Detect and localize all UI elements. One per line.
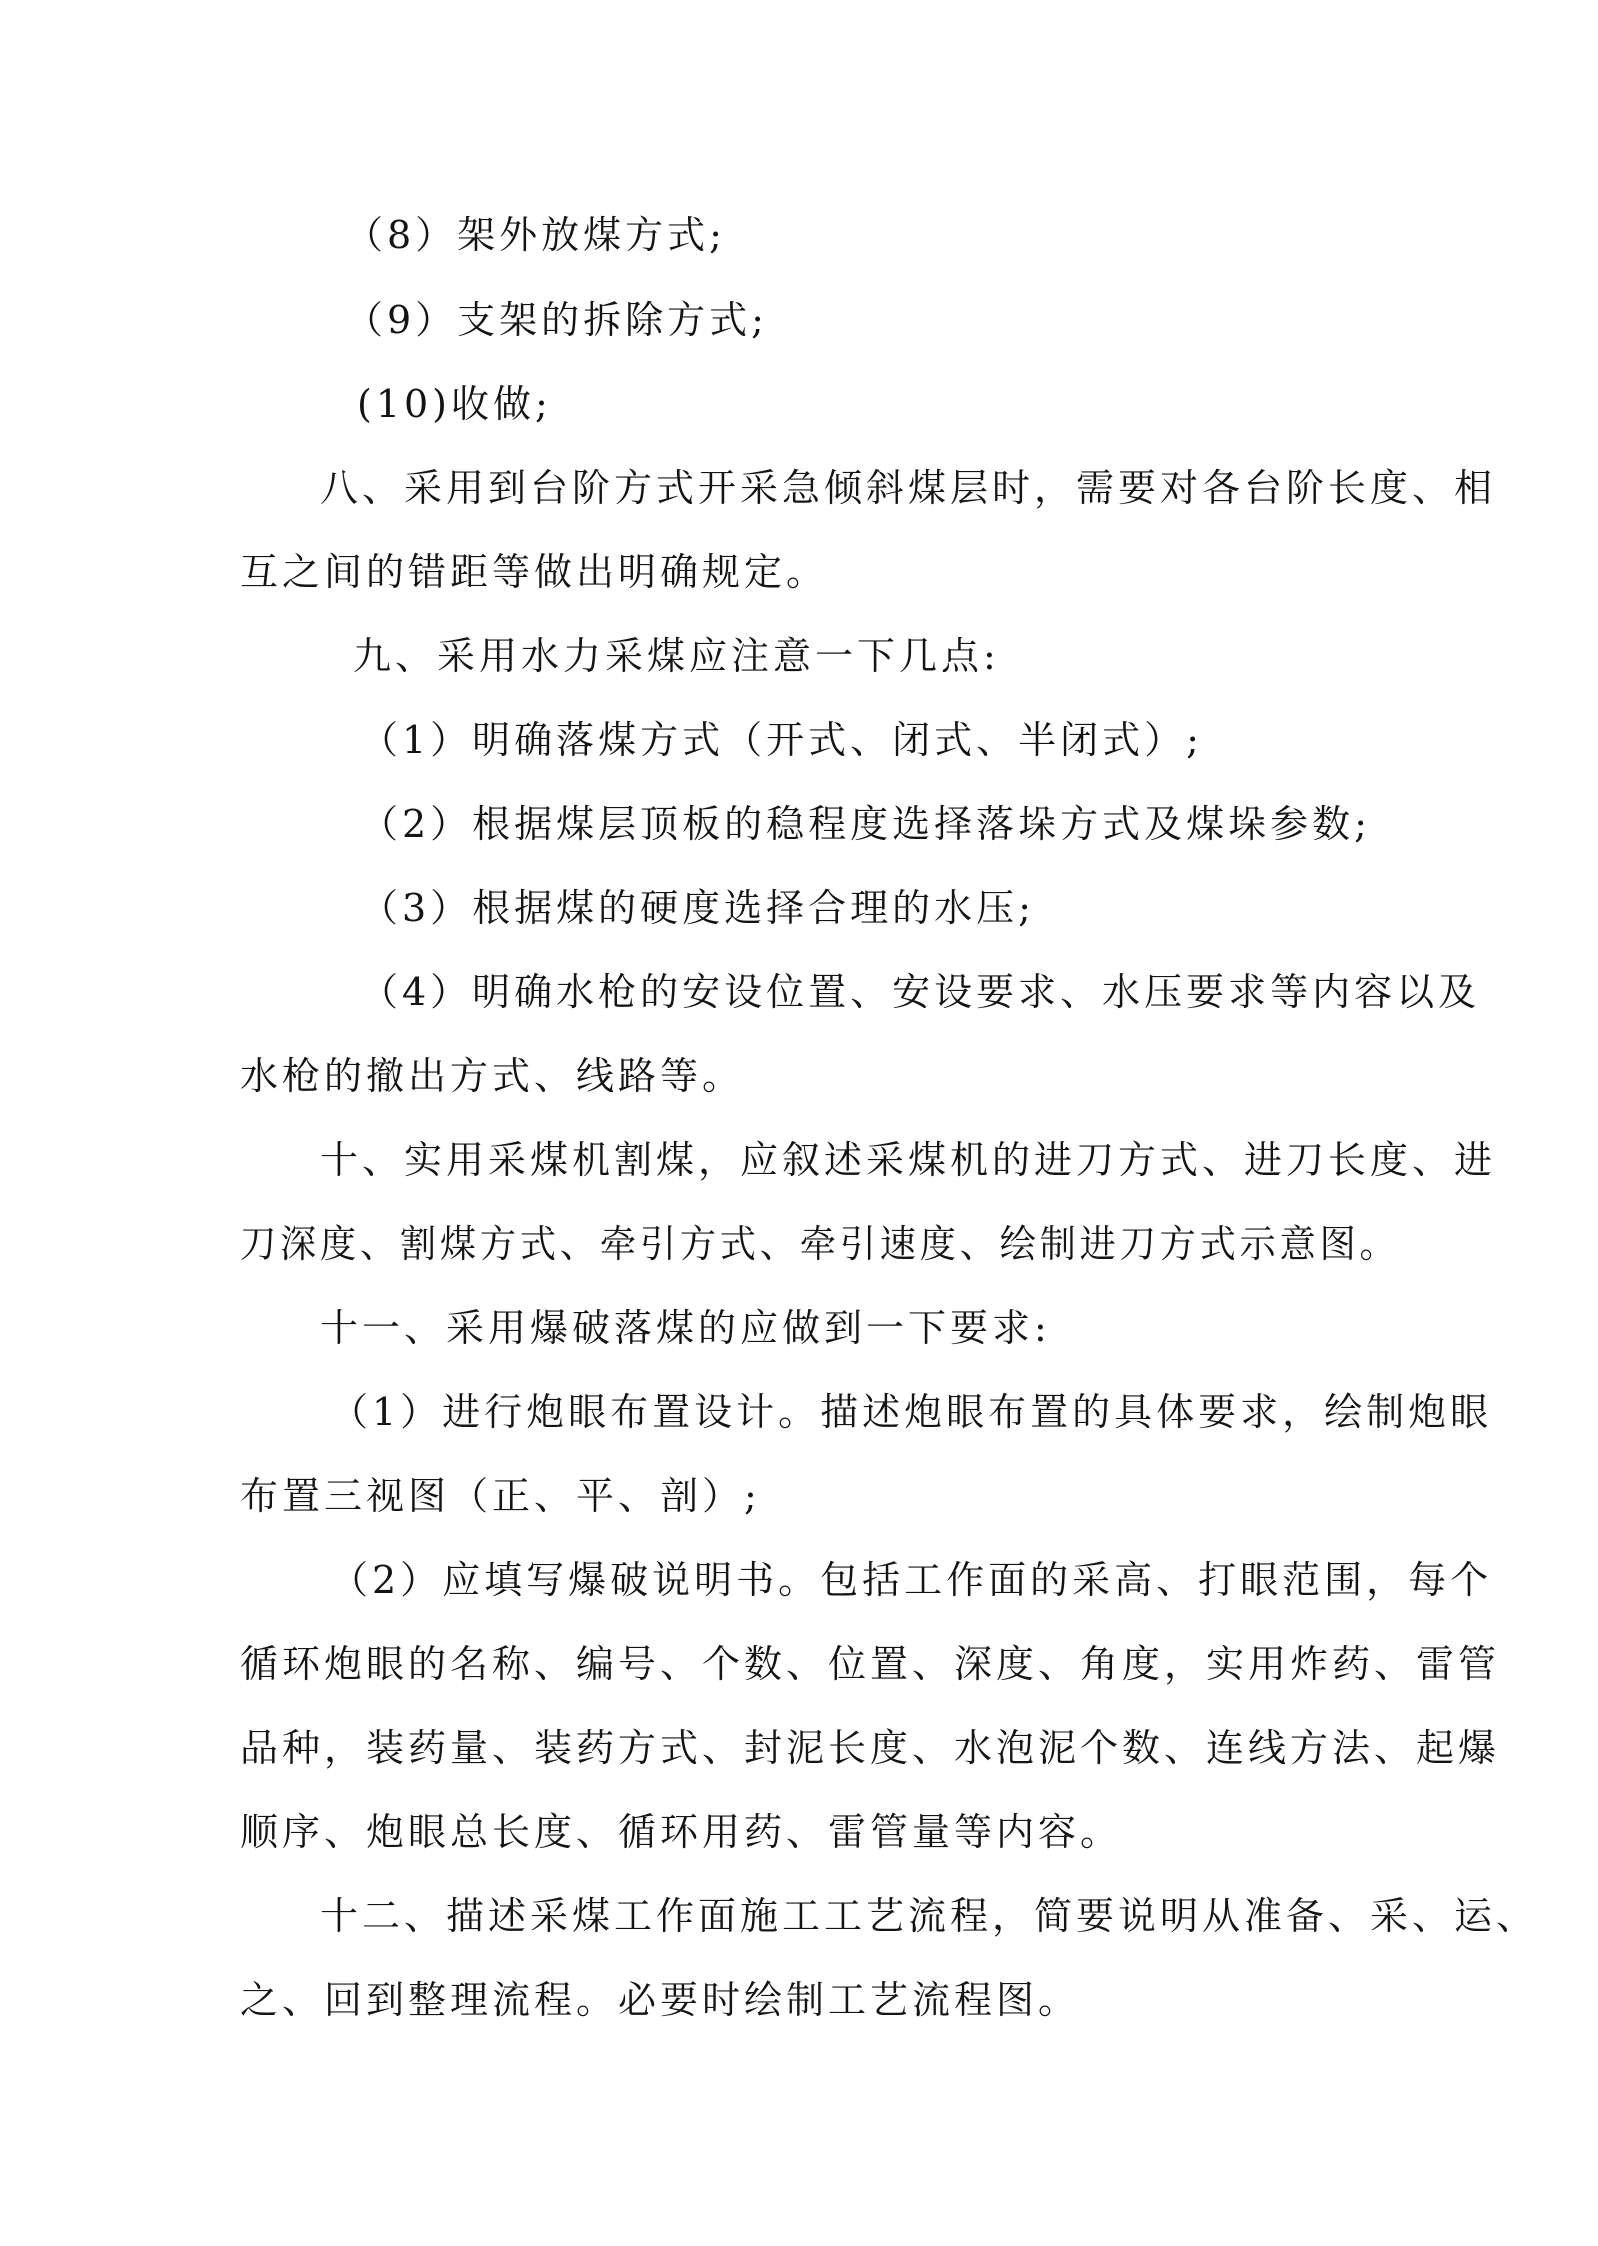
section-12-line-1: 十二、描述采煤工作面施工工艺流程，简要说明从准备、采、运、 bbox=[320, 1894, 1539, 1938]
section-11-item-2-line-3: 品种，装药量、装药方式、封泥长度、水泡泥个数、连线方法、起爆 bbox=[240, 1726, 1501, 1770]
list-item-9: （9）支架的拆除方式; bbox=[345, 298, 768, 342]
section-11-item-2-line-4: 顺序、炮眼总长度、循环用药、雷管量等内容。 bbox=[240, 1810, 1123, 1854]
section-10-line-1: 十、实用采煤机割煤，应叙述采煤机的进刀方式、进刀长度、进 bbox=[320, 1138, 1497, 1182]
section-11-heading: 十一、采用爆破落煤的应做到一下要求: bbox=[320, 1306, 1051, 1350]
list-item-8: （8）架外放煤方式; bbox=[345, 213, 726, 257]
section-10-line-2: 刀深度、割煤方式、牵引方式、牵引速度、绘制进刀方式示意图。 bbox=[240, 1222, 1400, 1266]
section-12-line-2: 之、回到整理流程。必要时绘制工艺流程图。 bbox=[240, 1978, 1081, 2022]
section-9-item-4-line-2: 水枪的撤出方式、线路等。 bbox=[240, 1054, 745, 1098]
section-9-item-1: （1）明确落煤方式（开式、闭式、半闭式）; bbox=[360, 718, 1203, 762]
section-11-item-1-line-2: 布置三视图（正、平、剖）; bbox=[240, 1474, 761, 1518]
section-9-item-2: （2）根据煤层顶板的稳程度选择落垛方式及煤垛参数; bbox=[360, 802, 1371, 846]
section-9-heading: 九、采用水力采煤应注意一下几点: bbox=[353, 634, 1000, 678]
section-11-item-1-line-1: （1）进行炮眼布置设计。描述炮眼布置的具体要求，绘制炮眼 bbox=[330, 1390, 1493, 1434]
section-8-line-1: 八、采用到台阶方式开采急倾斜煤层时，需要对各台阶长度、相 bbox=[320, 466, 1497, 510]
section-9-item-4-line-1: （4）明确水枪的安设位置、安设要求、水压要求等内容以及 bbox=[360, 970, 1481, 1014]
section-11-item-2-line-1: （2）应填写爆破说明书。包括工作面的采高、打眼范围，每个 bbox=[330, 1558, 1493, 1602]
section-8-line-2: 互之间的错距等做出明确规定。 bbox=[240, 550, 829, 594]
section-11-item-2-line-2: 循环炮眼的名称、编号、个数、位置、深度、角度，实用炸药、雷管 bbox=[240, 1642, 1501, 1686]
section-9-item-3: （3）根据煤的硬度选择合理的水压; bbox=[360, 886, 1035, 930]
list-item-10: (10)收做; bbox=[357, 382, 552, 426]
